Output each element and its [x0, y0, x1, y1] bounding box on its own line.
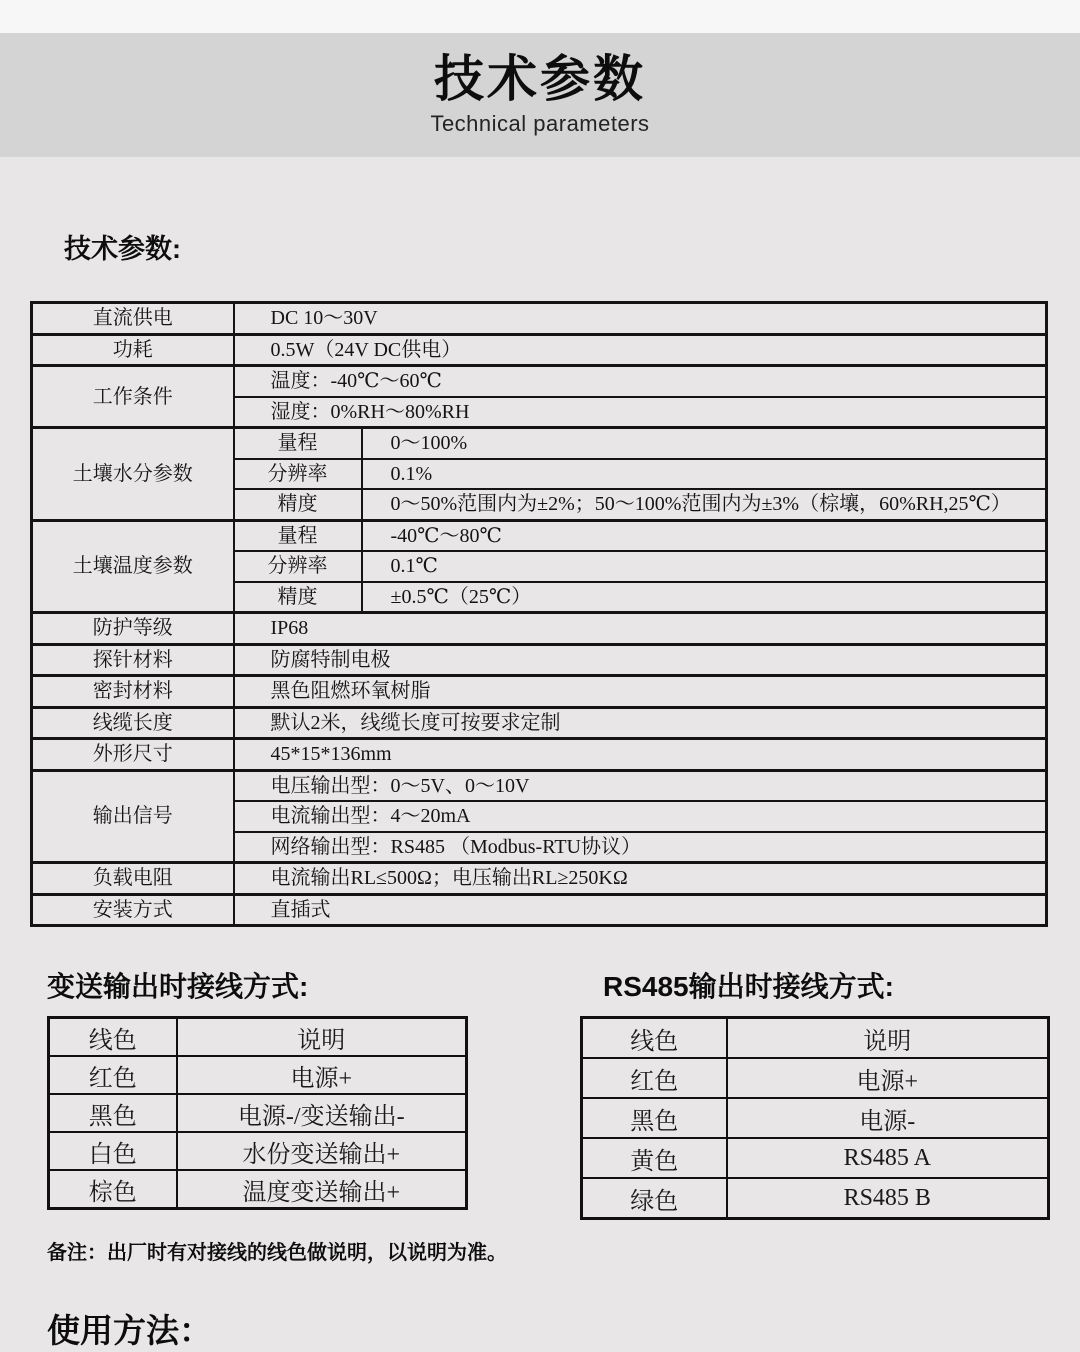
spec-value: 0～100% — [362, 428, 1047, 459]
wire-color-header: 线色 — [49, 1018, 177, 1057]
wire-desc: RS485 B — [727, 1178, 1049, 1219]
spec-value: 默认2米，线缆长度可按要求定制 — [234, 707, 1047, 739]
wire-desc: 电源+ — [177, 1056, 467, 1094]
spec-label: 土壤水分参数 — [32, 428, 234, 521]
wiring-section — [47, 965, 1080, 1220]
table-row — [32, 739, 1047, 771]
wire-color: 棕色 — [49, 1170, 177, 1209]
spec-label: 密封材料 — [32, 676, 234, 708]
table-row — [49, 1132, 467, 1170]
spec-label: 输出信号 — [32, 770, 234, 863]
spec-value: 网络输出型：RS485 （Modbus-RTU协议） — [234, 832, 1047, 863]
wire-desc: 水份变送输出+ — [177, 1132, 467, 1170]
section-title-tech-params: 技术参数: — [64, 234, 181, 264]
wiring-block-transmit — [47, 965, 468, 1210]
wire-color: 白色 — [49, 1132, 177, 1170]
table-row — [32, 644, 1047, 676]
wire-color: 黄色 — [582, 1138, 727, 1178]
table-row — [32, 428, 1047, 459]
spec-sublabel: 量程 — [234, 428, 362, 459]
top-strip — [0, 0, 1080, 33]
spec-value: 45*15*136mm — [234, 739, 1047, 771]
header-banner — [0, 33, 1080, 157]
table-row — [49, 1170, 467, 1209]
spec-value: 电流输出RL≤500Ω；电压输出RL≥250KΩ — [234, 863, 1047, 895]
wiring-transmit-table — [47, 1016, 468, 1210]
spec-value: 0～50%范围内为±2%；50～100%范围内为±3%（棕壤，60%RH,25℃） — [362, 489, 1047, 520]
spec-value: 黑色阻燃环氧树脂 — [234, 676, 1047, 708]
spec-label: 工作条件 — [32, 366, 234, 428]
banner-title: 技术参数 — [434, 51, 646, 108]
table-row — [582, 1018, 1049, 1059]
spec-value: ±0.5℃（25℃） — [362, 582, 1047, 613]
spec-label: 安装方式 — [32, 894, 234, 926]
spec-sublabel: 量程 — [234, 520, 362, 551]
spec-label: 功耗 — [32, 334, 234, 366]
spec-sublabel: 分辨率 — [234, 551, 362, 582]
table-row — [32, 334, 1047, 366]
spec-sublabel: 精度 — [234, 489, 362, 520]
spec-label: 外形尺寸 — [32, 739, 234, 771]
spec-value: 防腐特制电极 — [234, 644, 1047, 676]
wire-desc: 电源-/变送输出- — [177, 1094, 467, 1132]
wire-desc: 电源+ — [727, 1058, 1049, 1098]
table-row — [582, 1178, 1049, 1219]
wire-color: 黑色 — [49, 1094, 177, 1132]
spec-table — [30, 301, 1048, 927]
wire-color: 绿色 — [582, 1178, 727, 1219]
spec-label: 土壤温度参数 — [32, 520, 234, 613]
usage-method-title: 使用方法： — [47, 1312, 212, 1349]
table-row — [49, 1094, 467, 1132]
wire-desc-header: 说明 — [177, 1018, 467, 1057]
table-row — [32, 894, 1047, 926]
spec-value: 0.1% — [362, 459, 1047, 490]
spec-value: 0.1℃ — [362, 551, 1047, 582]
table-row — [32, 770, 1047, 801]
wire-color: 红色 — [582, 1058, 727, 1098]
spec-sublabel: 分辨率 — [234, 459, 362, 490]
table-row — [32, 676, 1047, 708]
wire-desc: RS485 A — [727, 1138, 1049, 1178]
spec-label: 线缆长度 — [32, 707, 234, 739]
spec-value: 湿度：0%RH～80%RH — [234, 397, 1047, 428]
table-row — [582, 1138, 1049, 1178]
table-row — [32, 613, 1047, 645]
spec-value: 温度：-40℃～60℃ — [234, 366, 1047, 397]
spec-value: -40℃～80℃ — [362, 520, 1047, 551]
spec-value: 电压输出型：0～5V、0～10V — [234, 770, 1047, 801]
table-row — [49, 1018, 467, 1057]
table-row — [32, 863, 1047, 895]
table-row — [32, 520, 1047, 551]
spec-value: DC 10～30V — [234, 303, 1047, 335]
table-row — [49, 1056, 467, 1094]
wire-desc: 温度变送输出+ — [177, 1170, 467, 1209]
wire-desc: 电源- — [727, 1098, 1049, 1138]
wire-color: 红色 — [49, 1056, 177, 1094]
table-row — [582, 1058, 1049, 1098]
wiring-rs485-table — [580, 1016, 1050, 1220]
spec-sublabel: 精度 — [234, 582, 362, 613]
table-row — [32, 366, 1047, 397]
wire-color: 黑色 — [582, 1098, 727, 1138]
spec-label: 防护等级 — [32, 613, 234, 645]
spec-value: 直插式 — [234, 894, 1047, 926]
wiring-block-rs485 — [580, 965, 1050, 1220]
wiring-transmit-title: 变送输出时接线方式: — [47, 971, 309, 1002]
spec-label: 探针材料 — [32, 644, 234, 676]
wire-desc-header: 说明 — [727, 1018, 1049, 1059]
table-row — [32, 707, 1047, 739]
wire-color-header: 线色 — [582, 1018, 727, 1059]
spec-value: IP68 — [234, 613, 1047, 645]
table-row — [32, 303, 1047, 335]
wiring-note: 备注：出厂时有对接线的线色做说明，以说明为准。 — [47, 1242, 507, 1264]
table-row — [582, 1098, 1049, 1138]
spec-label: 负载电阻 — [32, 863, 234, 895]
spec-value: 电流输出型：4～20mA — [234, 801, 1047, 832]
banner-subtitle: Technical parameters — [430, 110, 650, 136]
spec-label: 直流供电 — [32, 303, 234, 335]
spec-value: 0.5W（24V DC供电） — [234, 334, 1047, 366]
wiring-rs485-title: RS485输出时接线方式: — [603, 971, 894, 1002]
